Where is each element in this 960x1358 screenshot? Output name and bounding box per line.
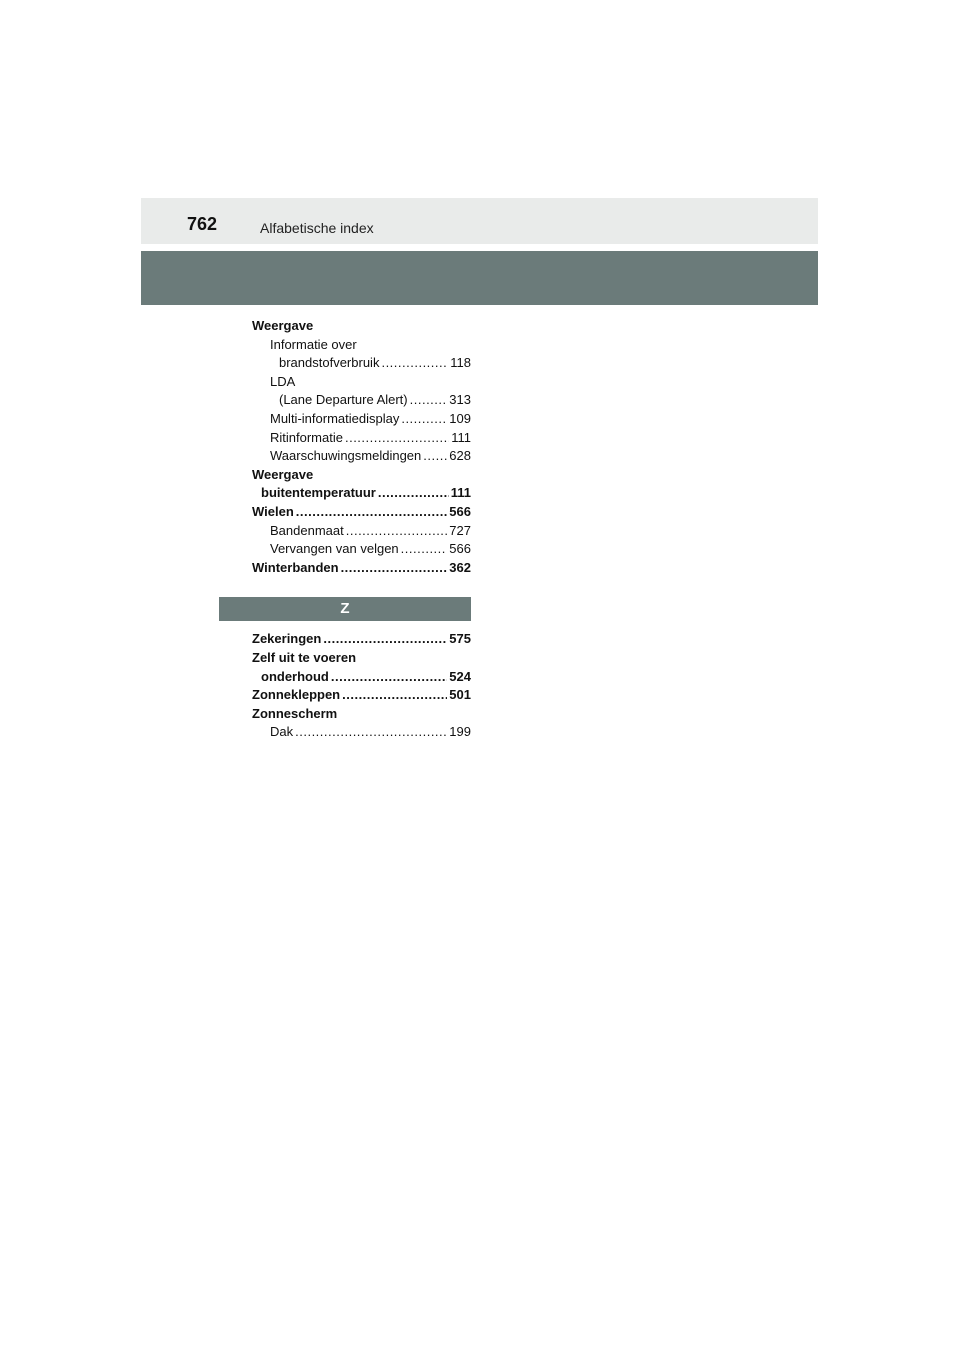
dot-leader [401,410,447,429]
index-entry-label: Bandenmaat [270,522,344,538]
dot-leader [323,630,447,649]
dot-leader [341,559,448,578]
dot-leader [342,686,447,705]
index-entry-page[interactable]: 628 [449,448,471,464]
dot-leader [381,354,448,373]
index-list-z [252,630,471,742]
section-title: Alfabetische index [260,220,374,236]
index-entry-label: Dak [270,724,294,740]
index-entry-label: Weergave [252,466,314,482]
dot-leader [423,447,447,466]
index-entry-label: Informatie over [270,336,357,352]
dot-leader [331,668,447,687]
index-entry-label: Zonnekleppen [252,687,341,703]
index-entry-page[interactable]: 313 [449,392,471,408]
index-entry-weergave-2 [252,466,471,485]
index-entry-bandenmaat [252,522,471,541]
page-number: 762 [187,214,218,234]
dot-leader [346,522,448,541]
index-entry-label: (Lane Departure Alert) [279,392,408,408]
index-entry-lane-departure-alert [252,391,471,410]
index-entry-page[interactable]: 501 [449,687,471,703]
index-entry-page[interactable]: 111 [451,429,471,445]
page-header [141,198,818,244]
dot-leader [296,503,448,522]
index-entry-page[interactable]: 727 [449,522,471,538]
index-entry-page[interactable]: 199 [449,724,471,740]
index-entry-lda [252,373,471,392]
index-entry-label: onderhoud [261,668,329,684]
dot-leader [401,540,448,559]
index-entry-zonnescherm [252,705,471,724]
index-entry-zekeringen [252,630,471,649]
index-entry-page[interactable]: 111 [450,485,471,501]
dot-leader [295,723,447,742]
letter-heading-z: Z [219,597,471,621]
index-entry-dak [252,723,471,742]
index-entry-weergave [252,317,471,336]
index-entry-vervangen-van-velgen [252,540,471,559]
index-entry-label: Zonnescherm [252,705,338,721]
index-entry-buitentemperatuur [252,484,471,503]
index-entry-wielen [252,503,471,522]
index-entry-label: Zekeringen [252,631,322,647]
index-entry-waarschuwingsmeldingen [252,447,471,466]
index-entry-page[interactable]: 118 [450,355,471,371]
index-entry-zonnekleppen [252,686,471,705]
index-entry-onderhoud [252,668,471,687]
index-column [252,317,471,742]
index-entry-label: LDA [270,373,296,389]
index-entry-label: Ritinformatie [270,429,343,445]
index-entry-label: Waarschuwingsmeldingen [270,448,422,464]
index-entry-multi-informatiedisplay [252,410,471,429]
index-entry-label: Winterbanden [252,559,339,575]
index-entry-zelf-uit-te-voeren [252,649,471,668]
index-entry-page[interactable]: 566 [449,541,471,557]
index-entry-page[interactable]: 566 [449,503,471,519]
index-entry-page[interactable]: 575 [449,631,471,647]
index-entry-label: buitentemperatuur [261,485,376,501]
dot-leader [345,429,449,448]
index-entry-page[interactable]: 362 [449,559,471,575]
index-entry-label: Wielen [252,503,294,519]
index-entry-label: Weergave [252,318,314,333]
index-entry-winterbanden [252,559,471,578]
index-entry-page[interactable]: 524 [449,668,471,684]
index-entry-label: brandstofverbruik [279,355,380,371]
index-entry-label: Multi-informatiedisplay [270,410,400,426]
index-entry-label: Vervangen van velgen [270,541,399,557]
index-entry-page[interactable]: 109 [449,410,471,426]
index-entry-informatie-over [252,336,471,355]
dot-leader [378,484,449,503]
index-entry-ritinformatie [252,429,471,448]
dot-leader [410,391,448,410]
index-entry-brandstofverbruik [252,354,471,373]
header-band [141,251,818,305]
index-entry-label: Zelf uit te voeren [252,649,357,665]
index-list-w [252,317,471,577]
